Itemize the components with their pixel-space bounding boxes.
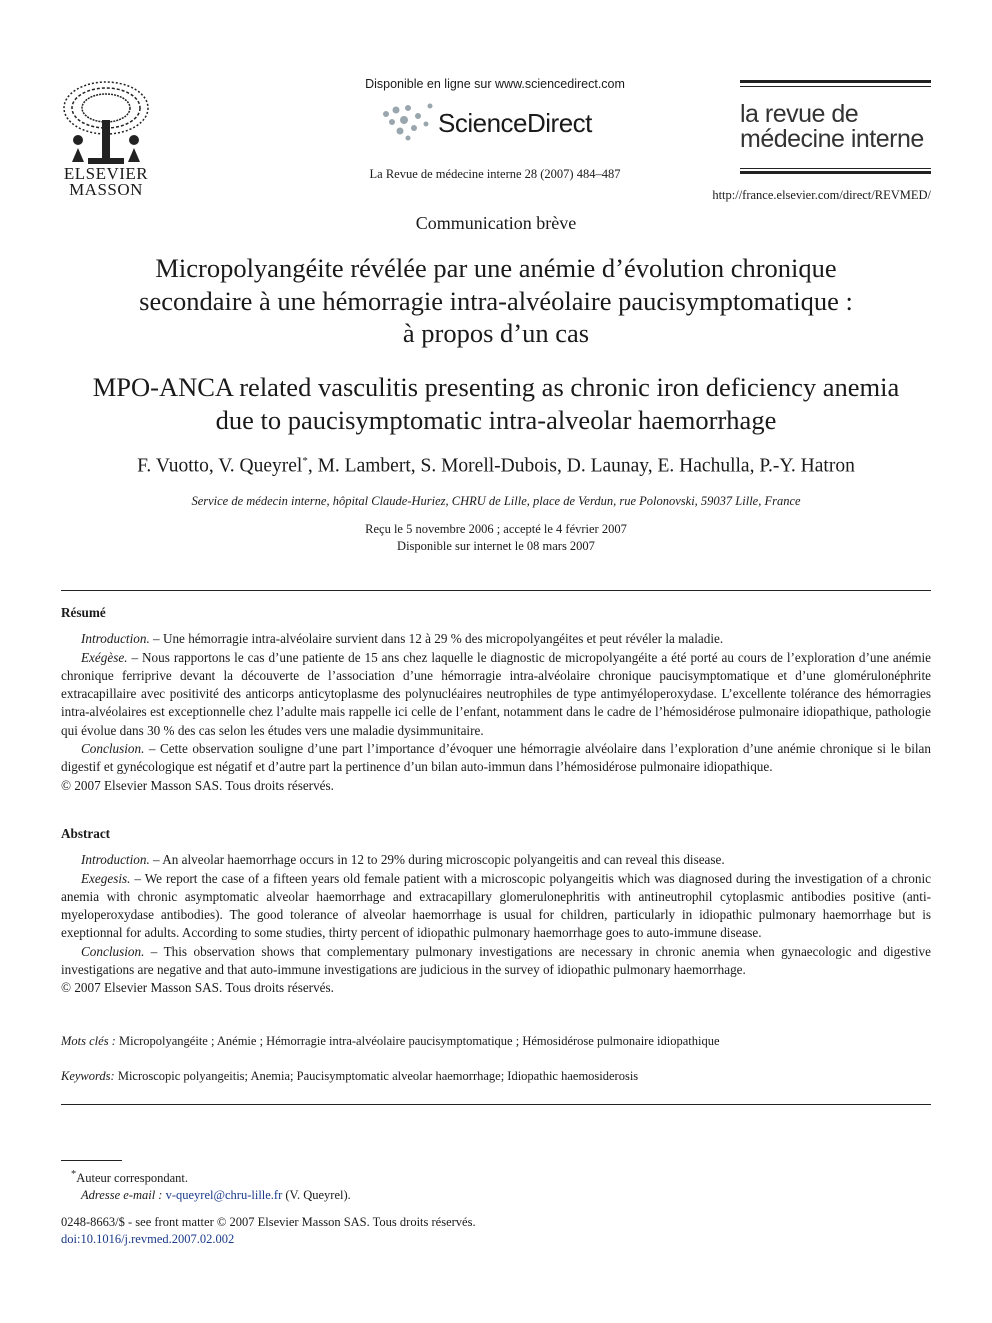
abstract-exegesis: [61, 870, 931, 943]
keywords-french: [61, 1034, 931, 1049]
footnote-corresponding: [61, 1166, 761, 1187]
abstract-introduction: [61, 851, 931, 869]
journal-rule-top: [740, 80, 931, 83]
email-label: Adresse e-mail :: [81, 1188, 163, 1203]
section-type: Communication brève: [415, 213, 577, 233]
resume-exegese-label: Exégèse.: [81, 649, 128, 665]
abstract-copyright: © 2007 Elsevier Masson SAS. Tous droits réservés.: [61, 980, 334, 996]
resume-conclusion-text: – Cette observation souligne d’une part l’importance d’évoquer une hémorragie alvéolaire dans l’exploration d’une anémie chronique si le bilan digestif et gynécologique est négatif et d’autre part la pertinence d’un bilan auto-immun dans l’hémosidérose pulmonaire idiopathique.: [61, 741, 931, 775]
doi-link[interactable]: doi:10.1016/j.revmed.2007.02.002: [61, 1232, 235, 1246]
resume-copyright: © 2007 Elsevier Masson SAS. Tous droits réservés.: [61, 777, 334, 793]
authors-first: F. Vuotto, V. Queyrel: [137, 455, 303, 477]
title-en-line-1: MPO-ANCA related vasculitis presenting as chronic iron deficiency anemia: [92, 372, 900, 402]
title-fr-line-3: à propos d’un cas: [402, 318, 590, 348]
elsevier-tree-logo: [58, 78, 154, 166]
email-link[interactable]: v-queyrel@chru-lille.fr: [165, 1188, 283, 1203]
resume-conclusion: [61, 740, 931, 777]
footnote-rule: [61, 1160, 122, 1161]
abstract-exegesis-text: – We report the case of a fifteen years old female patient with a microscopic polyangeitis which was diagnosed during the investigation of a chronic anemia with chronic asymptomatic alveolar haemorrhage and extracapillary glomerulonephritis with antineutrophil cytoplasmic antibodies positive (anti-myeloperoxydase antibodies). The good tolerance of alveolar haemorrhage is usual for children, particularly in idiopathic pulmonary haemorrhage but is exeptionnal for adults. According to some studies, thirty percent of idiopathic pulmonary haemorrhage goes to auto-immune disease.: [61, 870, 931, 941]
issn-line: 0248-8663/$ - see front matter © 2007 Elsevier Masson SAS. Tous droits réservés.: [61, 1215, 476, 1229]
journal-rule-top-thin: [740, 86, 931, 87]
keywords-fr-text: Micropolyangéite ; Anémie ; Hémorragie intra-alvéolaire paucisymptomatique ; Hémosidérose pulmonaire idiopathique: [115, 1034, 720, 1048]
journal-url[interactable]: http://france.elsevier.com/direct/REVMED/: [712, 188, 931, 202]
journal-title: [740, 102, 940, 152]
abstract-section: [61, 825, 931, 998]
title-french: [60, 252, 932, 350]
keywords-fr-label: Mots clés :: [61, 1034, 116, 1048]
title-fr-line-1: Micropolyangéite révélée par une anémie d’évolution chronique: [155, 253, 837, 283]
divider-bottom: [61, 1104, 931, 1105]
publisher-line-1: ELSEVIER: [63, 164, 149, 183]
divider-top: [61, 590, 931, 591]
resume-intro-label: Introduction.: [81, 631, 150, 647]
resume-exegese-text: – Nous rapportons le cas d’une patiente de 15 ans chez laquelle le diagnostic de micropolyangéite a été porté au cours de l’exploration d’une anémie chronique ferriprive devant la découverte de l’association d’une hémorragie intra-alvéolaire chronique paucisymptomatique et d’une glomérulonéphrite extracapillaire avec positivité des anticorps anticytoplasme des polynucléaires neutrophiles de type antimyéloperoxydase. L’excellente tolérance des hémorragies intra-alvéolaires est exceptionnelle chez l’adulte mais rappelle ici celle de l’enfant, notamment dans le cadre de l’hémosidérose pulmonaire idiopathique, pathologie qui évolue dans 30 % des cas selon les études vers une maladie dysimmunitaire.: [61, 649, 931, 738]
abstract-conclusion-text: – This observation shows that complementary pulmonary investigations are necessary in chronic anemia when gynaecologic and digestive investigations are negative and that auto-immune investigations are judicious in the survey of idiopathic pulmonary haemorrhage.: [61, 943, 931, 978]
abstract-conclusion-label: Conclusion.: [81, 943, 145, 959]
journal-reference: La Revue de médecine interne 28 (2007) 484–487: [369, 167, 621, 181]
online-date: Disponible sur internet le 08 mars 2007: [397, 539, 595, 553]
journal-rule-bottom: [740, 171, 931, 174]
abstract-intro-label: Introduction.: [81, 852, 150, 868]
affiliation: Service de médecin interne, hôpital Claude-Huriez, CHRU de Lille, place de Verdun, rue Polonovski, 59037 Lille, France: [191, 494, 801, 508]
corresponding-author-mark[interactable]: *: [302, 455, 308, 467]
journal-title-line-2: médecine interne: [740, 125, 924, 153]
author-list: [40, 455, 952, 478]
publisher-line-2: MASSON: [69, 180, 143, 199]
resume-intro-text: – Une hémorragie intra-alvéolaire survient dans 12 à 29 % des micropolyangéites et peut révéler la maladie.: [149, 631, 724, 647]
journal-title-line-1: la revue de: [740, 100, 859, 128]
journal-rule-bottom-thin: [740, 168, 931, 169]
keywords-en-label: Keywords:: [61, 1069, 115, 1083]
publisher-logo-text: [58, 166, 154, 198]
authors-rest: , M. Lambert, S. Morell-Dubois, D. Launay, E. Hachulla, P.-Y. Hatron: [307, 455, 855, 477]
abstract-exegesis-label: Exegesis.: [81, 870, 131, 886]
keywords-en-text: Microscopic polyangeitis; Anemia; Paucisymptomatic alveolar haemorrhage; Idiopathic haemosiderosis: [114, 1069, 639, 1083]
resume-heading: Résumé: [61, 605, 106, 620]
footnote-email: [61, 1187, 761, 1204]
resume-introduction: [61, 630, 931, 648]
abstract-conclusion: [61, 943, 931, 980]
resume-exegese: [61, 649, 931, 740]
keywords-english: [61, 1069, 931, 1084]
title-english: [40, 371, 952, 436]
abstract-heading: Abstract: [61, 826, 111, 841]
front-matter: [61, 1214, 761, 1248]
sciencedirect-wordmark: ScienceDirect: [438, 108, 592, 138]
title-fr-line-2: secondaire à une hémorragie intra-alvéolaire paucisymptomatique :: [139, 285, 853, 316]
footnote-corresponding-text: Auteur correspondant.: [76, 1171, 188, 1186]
article-dates: [40, 521, 952, 555]
footnote: [61, 1166, 761, 1204]
footnote-star: *: [71, 1169, 77, 1180]
received-date: Reçu le 5 novembre 2006 ; accepté le 4 février 2007: [365, 522, 627, 536]
resume-conclusion-label: Conclusion.: [81, 741, 145, 757]
abstract-intro-text: – An alveolar haemorrhage occurs in 12 to 29% during microscopic polyangeitis and can reveal this disease.: [149, 852, 725, 868]
title-en-line-2: due to paucisymptomatic intra-alveolar haemorrhage: [215, 404, 777, 435]
sciencedirect-availability[interactable]: Disponible en ligne sur www.sciencedirect.com: [365, 77, 625, 91]
email-suffix: (V. Queyrel).: [282, 1188, 351, 1203]
resume-section: [61, 604, 931, 795]
